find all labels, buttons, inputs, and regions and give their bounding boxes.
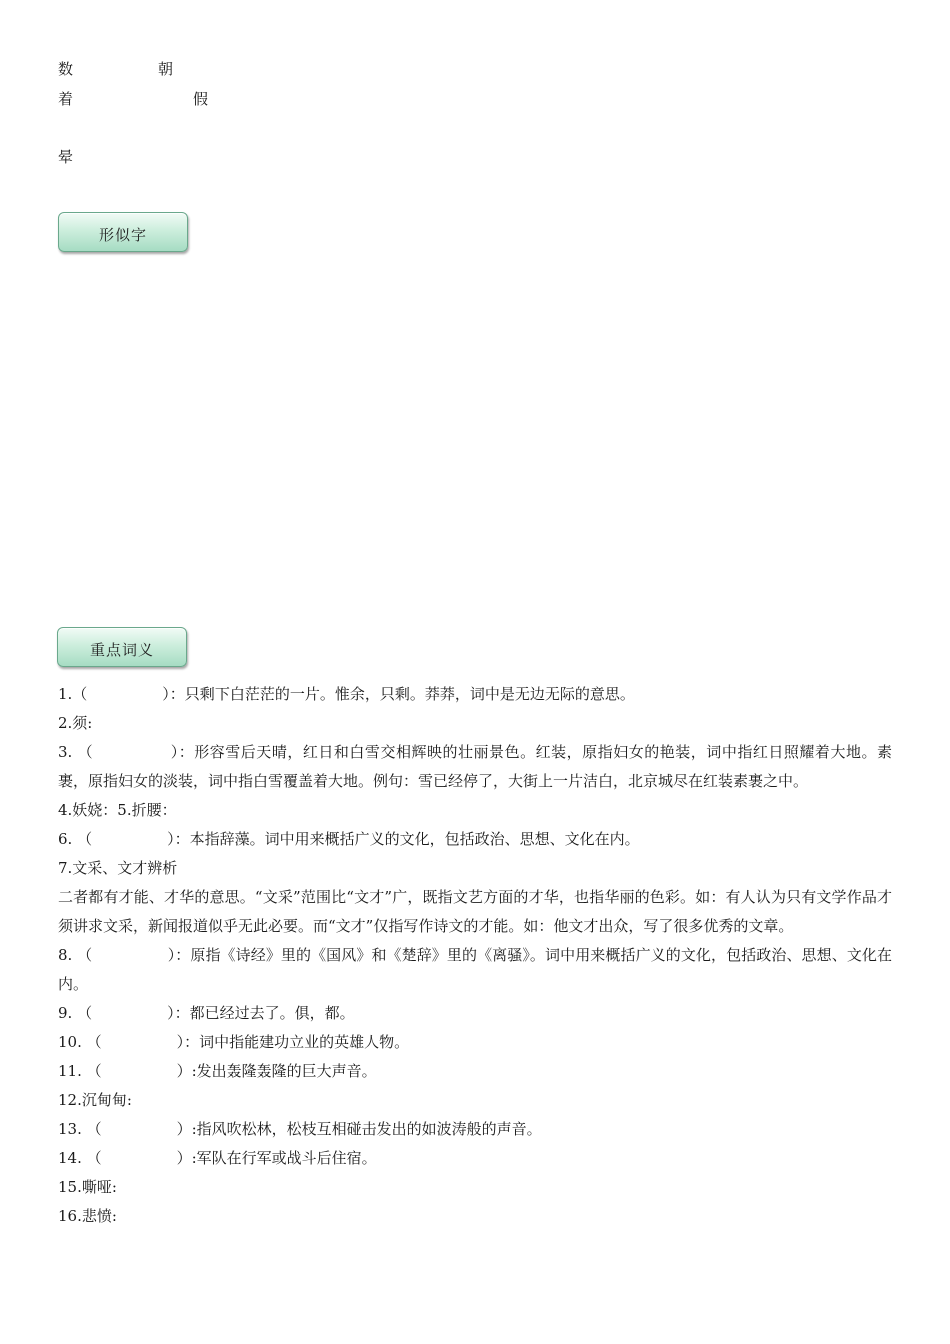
list-item: 13. （ ）:指风吹松林，松枝互相碰击发出的如波涛般的声音。 (58, 1120, 542, 1138)
list-item: 16.悲愤: (58, 1207, 117, 1225)
list-item: 二者都有才能、才华的意思。“文采”范围比“文才”广，既指文艺方面的才华，也指华丽的色彩。如：有人认为只有文学作品才须讲求文采，新闻报道似乎无此必要。而“文才”仅指写作诗文的才能。如：他文才出众，写了很多优秀的文章。 (58, 888, 892, 935)
similar-chars-heading: 形似字 (58, 212, 188, 252)
list-item: 11. （ ）:发出轰隆轰隆的巨大声音。 (58, 1062, 377, 1080)
word-char-zhe: 着 (58, 90, 74, 108)
list-item: 15.嘶哑: (58, 1178, 117, 1196)
key-words-heading: 重点词义 (57, 627, 187, 667)
list-item: 1.（ ）：只剩下白茫茫的一片。惟余，只剩。莽莽，词中是无边无际的意思。 (58, 685, 635, 703)
list-item: 8. （ ）：原指《诗经》里的《国风》和《楚辞》里的《离骚》。词中用来概括广义的文化，包括政治、思想、文化在内。 (58, 946, 892, 993)
list-item: 4.妖娆：5.折腰： (58, 801, 177, 819)
word-char-yun: 晕 (58, 148, 74, 166)
list-item: 10. （ ）：词中指能建功立业的英雄人物。 (58, 1033, 410, 1051)
list-item: 14. （ ）:军队在行军或战斗后住宿。 (58, 1149, 377, 1167)
list-item: 6. （ ）：本指辞藻。词中用来概括广义的文化，包括政治、思想、文化在内。 (58, 830, 640, 848)
list-item: 9. （ ）：都已经过去了。俱，都。 (58, 1004, 355, 1022)
word-char-jia: 假 (193, 90, 209, 108)
list-item: 2.须: (58, 714, 93, 732)
word-char-shu: 数 (58, 60, 74, 78)
word-char-zhao: 朝 (158, 60, 174, 78)
key-words-list (58, 680, 892, 1231)
list-item: 7.文采、文才辨析 (58, 859, 178, 877)
list-item: 3. （ ）：形容雪后天晴，红日和白雪交相辉映的壮丽景色。红装，原指妇女的艳装，词中指红日照耀着大地。素裹，原指妇女的淡装，词中指白雪覆盖着大地。例句：雪已经停了，大街上一片洁白，北京城尽在红装素裹之中。 (58, 743, 892, 790)
list-item: 12.沉甸甸: (58, 1091, 132, 1109)
